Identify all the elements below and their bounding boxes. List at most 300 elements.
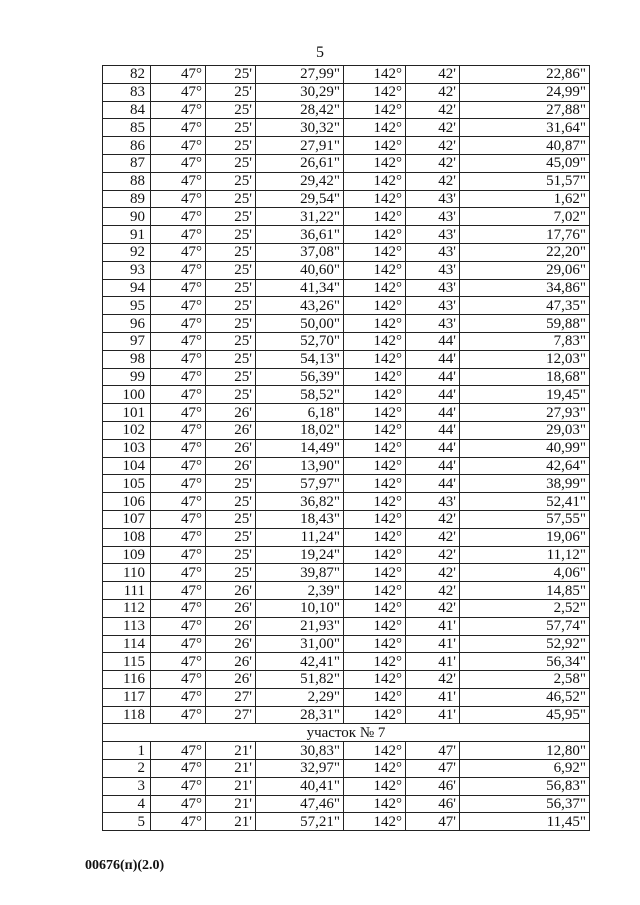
table-row — [103, 510, 590, 528]
cell-lon-seconds: 47,35" — [460, 297, 590, 315]
cell-lon-seconds: 59,88" — [460, 315, 590, 333]
cell-lon-degrees: 142° — [344, 528, 406, 546]
table-row — [103, 742, 590, 760]
cell-lon-minutes: 44' — [406, 368, 460, 386]
cell-lon-minutes: 42' — [406, 66, 460, 84]
cell-lon-degrees: 142° — [344, 599, 406, 617]
cell-lon-degrees: 142° — [344, 421, 406, 439]
cell-lat-minutes: 21' — [206, 813, 256, 831]
cell-lat-seconds: 19,24" — [256, 546, 344, 564]
cell-lon-degrees: 142° — [344, 582, 406, 600]
cell-lon-seconds: 34,86" — [460, 279, 590, 297]
table-row — [103, 635, 590, 653]
cell-point-number: 4 — [103, 795, 151, 813]
cell-lat-minutes: 25' — [206, 493, 256, 511]
cell-lat-seconds: 29,42" — [256, 172, 344, 190]
table-row — [103, 795, 590, 813]
cell-lon-minutes: 46' — [406, 777, 460, 795]
cell-point-number: 88 — [103, 172, 151, 190]
cell-lat-seconds: 31,22" — [256, 208, 344, 226]
cell-lat-minutes: 26' — [206, 671, 256, 689]
cell-lat-degrees: 47° — [151, 137, 206, 155]
cell-lon-minutes: 42' — [406, 154, 460, 172]
cell-lat-minutes: 27' — [206, 688, 256, 706]
table-row — [103, 208, 590, 226]
section-header-row — [103, 724, 590, 742]
cell-lon-minutes: 43' — [406, 297, 460, 315]
cell-lat-seconds: 29,54" — [256, 190, 344, 208]
cell-lat-seconds: 11,24" — [256, 528, 344, 546]
cell-lat-seconds: 27,91" — [256, 137, 344, 155]
cell-lat-seconds: 27,99" — [256, 66, 344, 84]
cell-lon-seconds: 1,62" — [460, 190, 590, 208]
cell-lat-minutes: 25' — [206, 172, 256, 190]
cell-lat-minutes: 26' — [206, 439, 256, 457]
cell-lon-seconds: 52,41" — [460, 493, 590, 511]
footer-document-code: 00676(п)(2.0) — [85, 858, 165, 873]
cell-lat-degrees: 47° — [151, 795, 206, 813]
cell-lon-degrees: 142° — [344, 368, 406, 386]
cell-lat-degrees: 47° — [151, 190, 206, 208]
cell-lat-minutes: 25' — [206, 386, 256, 404]
cell-lat-seconds: 30,32" — [256, 119, 344, 137]
cell-lon-seconds: 56,34" — [460, 653, 590, 671]
table-row — [103, 457, 590, 475]
cell-point-number: 87 — [103, 154, 151, 172]
cell-lat-minutes: 25' — [206, 564, 256, 582]
table-row — [103, 137, 590, 155]
cell-point-number: 117 — [103, 688, 151, 706]
cell-point-number: 116 — [103, 671, 151, 689]
cell-lat-degrees: 47° — [151, 261, 206, 279]
cell-lon-minutes: 46' — [406, 795, 460, 813]
cell-lon-seconds: 40,99" — [460, 439, 590, 457]
cell-lon-minutes: 43' — [406, 261, 460, 279]
cell-lat-seconds: 28,42" — [256, 101, 344, 119]
cell-lat-seconds: 28,31" — [256, 706, 344, 724]
cell-point-number: 97 — [103, 332, 151, 350]
cell-lat-seconds: 39,87" — [256, 564, 344, 582]
cell-lat-degrees: 47° — [151, 315, 206, 333]
cell-lon-seconds: 22,86" — [460, 66, 590, 84]
cell-lat-minutes: 25' — [206, 137, 256, 155]
cell-lat-degrees: 47° — [151, 243, 206, 261]
cell-lat-seconds: 42,41" — [256, 653, 344, 671]
cell-lon-seconds: 46,52" — [460, 688, 590, 706]
cell-lon-seconds: 38,99" — [460, 475, 590, 493]
cell-lat-degrees: 47° — [151, 404, 206, 422]
cell-lon-degrees: 142° — [344, 760, 406, 778]
cell-lat-minutes: 25' — [206, 297, 256, 315]
cell-lon-seconds: 29,03" — [460, 421, 590, 439]
cell-lon-degrees: 142° — [344, 332, 406, 350]
cell-lat-seconds: 6,18" — [256, 404, 344, 422]
cell-lon-minutes: 47' — [406, 742, 460, 760]
cell-lon-minutes: 47' — [406, 813, 460, 831]
cell-lon-degrees: 142° — [344, 386, 406, 404]
cell-lon-seconds: 40,87" — [460, 137, 590, 155]
cell-lon-minutes: 42' — [406, 119, 460, 137]
table-row — [103, 439, 590, 457]
cell-point-number: 94 — [103, 279, 151, 297]
cell-point-number: 111 — [103, 582, 151, 600]
cell-lat-seconds: 57,97" — [256, 475, 344, 493]
cell-lat-degrees: 47° — [151, 475, 206, 493]
cell-lat-minutes: 26' — [206, 635, 256, 653]
cell-lat-degrees: 47° — [151, 154, 206, 172]
cell-lon-seconds: 7,02" — [460, 208, 590, 226]
table-row — [103, 172, 590, 190]
cell-point-number: 82 — [103, 66, 151, 84]
cell-point-number: 90 — [103, 208, 151, 226]
cell-lon-seconds: 27,93" — [460, 404, 590, 422]
cell-lat-minutes: 26' — [206, 599, 256, 617]
cell-lon-degrees: 142° — [344, 795, 406, 813]
table-row — [103, 688, 590, 706]
cell-lon-minutes: 42' — [406, 528, 460, 546]
cell-lat-seconds: 21,93" — [256, 617, 344, 635]
cell-lat-seconds: 37,08" — [256, 243, 344, 261]
cell-lon-degrees: 142° — [344, 208, 406, 226]
cell-lat-degrees: 47° — [151, 706, 206, 724]
cell-lon-degrees: 142° — [344, 279, 406, 297]
cell-lat-seconds: 14,49" — [256, 439, 344, 457]
table-row — [103, 599, 590, 617]
cell-lon-degrees: 142° — [344, 635, 406, 653]
cell-lat-minutes: 26' — [206, 404, 256, 422]
cell-lon-seconds: 2,52" — [460, 599, 590, 617]
cell-lon-degrees: 142° — [344, 315, 406, 333]
cell-lat-minutes: 25' — [206, 546, 256, 564]
cell-lon-minutes: 42' — [406, 137, 460, 155]
cell-lon-seconds: 56,37" — [460, 795, 590, 813]
cell-lat-degrees: 47° — [151, 439, 206, 457]
cell-lon-minutes: 41' — [406, 617, 460, 635]
table-row — [103, 332, 590, 350]
cell-lat-seconds: 47,46" — [256, 795, 344, 813]
cell-lon-minutes: 41' — [406, 706, 460, 724]
cell-lat-seconds: 2,29" — [256, 688, 344, 706]
cell-lat-seconds: 13,90" — [256, 457, 344, 475]
cell-lat-degrees: 47° — [151, 599, 206, 617]
cell-point-number: 105 — [103, 475, 151, 493]
cell-lon-minutes: 44' — [406, 332, 460, 350]
cell-point-number: 109 — [103, 546, 151, 564]
cell-lon-minutes: 42' — [406, 564, 460, 582]
cell-lat-degrees: 47° — [151, 119, 206, 137]
cell-lon-seconds: 7,83" — [460, 332, 590, 350]
cell-lat-seconds: 51,82" — [256, 671, 344, 689]
cell-lat-minutes: 25' — [206, 101, 256, 119]
cell-lon-degrees: 142° — [344, 101, 406, 119]
cell-lon-minutes: 44' — [406, 350, 460, 368]
cell-lat-degrees: 47° — [151, 83, 206, 101]
table-row — [103, 226, 590, 244]
cell-lon-seconds: 31,64" — [460, 119, 590, 137]
cell-lon-seconds: 24,99" — [460, 83, 590, 101]
table-row — [103, 368, 590, 386]
table-row — [103, 617, 590, 635]
cell-lat-degrees: 47° — [151, 101, 206, 119]
coordinates-table — [102, 65, 590, 831]
cell-lat-seconds: 18,02" — [256, 421, 344, 439]
cell-point-number: 92 — [103, 243, 151, 261]
cell-lon-degrees: 142° — [344, 261, 406, 279]
cell-lat-minutes: 21' — [206, 777, 256, 795]
cell-lon-minutes: 41' — [406, 635, 460, 653]
cell-lat-minutes: 26' — [206, 653, 256, 671]
cell-lat-seconds: 26,61" — [256, 154, 344, 172]
cell-point-number: 112 — [103, 599, 151, 617]
cell-lon-degrees: 142° — [344, 510, 406, 528]
cell-point-number: 84 — [103, 101, 151, 119]
table-row — [103, 404, 590, 422]
cell-lat-minutes: 25' — [206, 119, 256, 137]
cell-lon-minutes: 43' — [406, 279, 460, 297]
cell-lon-minutes: 42' — [406, 546, 460, 564]
cell-lat-seconds: 52,70" — [256, 332, 344, 350]
cell-point-number: 86 — [103, 137, 151, 155]
cell-lat-minutes: 25' — [206, 510, 256, 528]
table-row — [103, 528, 590, 546]
cell-point-number: 106 — [103, 493, 151, 511]
cell-point-number: 1 — [103, 742, 151, 760]
cell-lon-seconds: 42,64" — [460, 457, 590, 475]
cell-lat-minutes: 25' — [206, 154, 256, 172]
cell-lat-minutes: 26' — [206, 421, 256, 439]
cell-point-number: 3 — [103, 777, 151, 795]
cell-lon-minutes: 42' — [406, 599, 460, 617]
cell-lon-minutes: 43' — [406, 208, 460, 226]
cell-lon-seconds: 27,88" — [460, 101, 590, 119]
cell-lon-degrees: 142° — [344, 813, 406, 831]
cell-point-number: 100 — [103, 386, 151, 404]
cell-lon-degrees: 142° — [344, 706, 406, 724]
cell-lon-minutes: 44' — [406, 421, 460, 439]
section-label: участок № 7 — [103, 724, 590, 742]
cell-lon-degrees: 142° — [344, 653, 406, 671]
cell-lon-degrees: 142° — [344, 617, 406, 635]
cell-lon-degrees: 142° — [344, 493, 406, 511]
table-row — [103, 350, 590, 368]
cell-lon-minutes: 44' — [406, 457, 460, 475]
cell-lat-degrees: 47° — [151, 564, 206, 582]
cell-point-number: 85 — [103, 119, 151, 137]
table-row — [103, 475, 590, 493]
cell-lon-seconds: 52,92" — [460, 635, 590, 653]
cell-lat-seconds: 10,10" — [256, 599, 344, 617]
cell-lon-minutes: 44' — [406, 439, 460, 457]
cell-point-number: 102 — [103, 421, 151, 439]
cell-lat-minutes: 21' — [206, 760, 256, 778]
cell-lon-degrees: 142° — [344, 154, 406, 172]
cell-lat-seconds: 2,39" — [256, 582, 344, 600]
cell-lon-minutes: 42' — [406, 582, 460, 600]
cell-lon-degrees: 142° — [344, 172, 406, 190]
cell-lat-minutes: 26' — [206, 457, 256, 475]
cell-lat-minutes: 25' — [206, 243, 256, 261]
cell-lat-seconds: 50,00" — [256, 315, 344, 333]
cell-lat-minutes: 25' — [206, 66, 256, 84]
table-row — [103, 243, 590, 261]
cell-lon-degrees: 142° — [344, 404, 406, 422]
cell-point-number: 98 — [103, 350, 151, 368]
cell-point-number: 95 — [103, 297, 151, 315]
cell-lat-minutes: 25' — [206, 368, 256, 386]
cell-lat-seconds: 30,29" — [256, 83, 344, 101]
cell-point-number: 108 — [103, 528, 151, 546]
cell-lon-seconds: 56,83" — [460, 777, 590, 795]
cell-lon-seconds: 57,55" — [460, 510, 590, 528]
cell-lat-degrees: 47° — [151, 457, 206, 475]
cell-lon-minutes: 43' — [406, 226, 460, 244]
cell-lat-degrees: 47° — [151, 582, 206, 600]
cell-point-number: 103 — [103, 439, 151, 457]
table-row — [103, 261, 590, 279]
cell-point-number: 104 — [103, 457, 151, 475]
cell-lon-degrees: 142° — [344, 742, 406, 760]
table-row — [103, 190, 590, 208]
cell-lon-minutes: 43' — [406, 243, 460, 261]
cell-point-number: 113 — [103, 617, 151, 635]
table-row — [103, 66, 590, 84]
cell-lat-minutes: 25' — [206, 475, 256, 493]
cell-lat-degrees: 47° — [151, 350, 206, 368]
cell-lat-seconds: 18,43" — [256, 510, 344, 528]
cell-lon-minutes: 42' — [406, 101, 460, 119]
cell-lat-degrees: 47° — [151, 653, 206, 671]
table-row — [103, 813, 590, 831]
cell-lat-minutes: 26' — [206, 582, 256, 600]
cell-lat-seconds: 32,97" — [256, 760, 344, 778]
cell-lat-degrees: 47° — [151, 635, 206, 653]
cell-lon-seconds: 22,20" — [460, 243, 590, 261]
cell-lat-seconds: 43,26" — [256, 297, 344, 315]
cell-lon-degrees: 142° — [344, 350, 406, 368]
cell-point-number: 91 — [103, 226, 151, 244]
cell-lat-degrees: 47° — [151, 386, 206, 404]
cell-lat-seconds: 57,21" — [256, 813, 344, 831]
cell-lon-degrees: 142° — [344, 546, 406, 564]
page-number: 5 — [316, 44, 324, 61]
table-row — [103, 582, 590, 600]
cell-lon-degrees: 142° — [344, 777, 406, 795]
cell-lon-degrees: 142° — [344, 475, 406, 493]
cell-lat-minutes: 25' — [206, 332, 256, 350]
table-row — [103, 760, 590, 778]
cell-lon-seconds: 11,12" — [460, 546, 590, 564]
cell-lon-seconds: 14,85" — [460, 582, 590, 600]
cell-lat-degrees: 47° — [151, 510, 206, 528]
cell-lon-minutes: 44' — [406, 475, 460, 493]
cell-lon-seconds: 45,95" — [460, 706, 590, 724]
cell-point-number: 115 — [103, 653, 151, 671]
cell-lat-minutes: 21' — [206, 742, 256, 760]
cell-point-number: 118 — [103, 706, 151, 724]
cell-lon-degrees: 142° — [344, 190, 406, 208]
cell-lon-seconds: 29,06" — [460, 261, 590, 279]
cell-lat-seconds: 40,60" — [256, 261, 344, 279]
cell-lon-minutes: 41' — [406, 653, 460, 671]
cell-lon-seconds: 12,03" — [460, 350, 590, 368]
cell-point-number: 107 — [103, 510, 151, 528]
cell-lat-minutes: 26' — [206, 617, 256, 635]
table-row — [103, 297, 590, 315]
cell-lon-seconds: 2,58" — [460, 671, 590, 689]
cell-lat-degrees: 47° — [151, 688, 206, 706]
cell-lon-degrees: 142° — [344, 226, 406, 244]
cell-lon-minutes: 42' — [406, 172, 460, 190]
cell-lat-minutes: 25' — [206, 190, 256, 208]
cell-lon-minutes: 44' — [406, 404, 460, 422]
cell-lat-degrees: 47° — [151, 813, 206, 831]
cell-lat-degrees: 47° — [151, 777, 206, 795]
cell-lat-degrees: 47° — [151, 671, 206, 689]
cell-lat-degrees: 47° — [151, 172, 206, 190]
cell-lat-degrees: 47° — [151, 617, 206, 635]
table-row — [103, 386, 590, 404]
cell-point-number: 96 — [103, 315, 151, 333]
cell-lat-minutes: 25' — [206, 261, 256, 279]
cell-point-number: 99 — [103, 368, 151, 386]
cell-lat-seconds: 40,41" — [256, 777, 344, 795]
cell-lat-degrees: 47° — [151, 66, 206, 84]
cell-lat-minutes: 25' — [206, 350, 256, 368]
cell-lon-degrees: 142° — [344, 243, 406, 261]
table-row — [103, 777, 590, 795]
cell-lat-minutes: 21' — [206, 795, 256, 813]
cell-lat-seconds: 31,00" — [256, 635, 344, 653]
cell-point-number: 5 — [103, 813, 151, 831]
cell-lat-degrees: 47° — [151, 226, 206, 244]
cell-lat-degrees: 47° — [151, 332, 206, 350]
cell-lon-degrees: 142° — [344, 66, 406, 84]
cell-lon-seconds: 51,57" — [460, 172, 590, 190]
cell-lon-seconds: 17,76" — [460, 226, 590, 244]
cell-lon-degrees: 142° — [344, 119, 406, 137]
cell-lon-minutes: 43' — [406, 315, 460, 333]
cell-lon-minutes: 43' — [406, 190, 460, 208]
cell-lat-degrees: 47° — [151, 297, 206, 315]
table-row — [103, 671, 590, 689]
table-row — [103, 493, 590, 511]
table-row — [103, 564, 590, 582]
table-row — [103, 653, 590, 671]
cell-lat-degrees: 47° — [151, 742, 206, 760]
cell-lon-degrees: 142° — [344, 688, 406, 706]
cell-lon-seconds: 4,06" — [460, 564, 590, 582]
cell-lat-minutes: 25' — [206, 315, 256, 333]
cell-lon-seconds: 18,68" — [460, 368, 590, 386]
cell-lon-seconds: 11,45" — [460, 813, 590, 831]
cell-lon-minutes: 41' — [406, 688, 460, 706]
cell-lat-minutes: 25' — [206, 528, 256, 546]
cell-lat-minutes: 27' — [206, 706, 256, 724]
cell-lat-degrees: 47° — [151, 760, 206, 778]
cell-point-number: 101 — [103, 404, 151, 422]
cell-lon-seconds: 19,45" — [460, 386, 590, 404]
cell-lat-seconds: 56,39" — [256, 368, 344, 386]
cell-lat-seconds: 54,13" — [256, 350, 344, 368]
cell-lon-degrees: 142° — [344, 439, 406, 457]
cell-lon-seconds: 57,74" — [460, 617, 590, 635]
table-row — [103, 83, 590, 101]
cell-lon-degrees: 142° — [344, 457, 406, 475]
cell-lon-minutes: 43' — [406, 493, 460, 511]
cell-lat-seconds: 41,34" — [256, 279, 344, 297]
cell-lat-degrees: 47° — [151, 279, 206, 297]
table-row — [103, 154, 590, 172]
